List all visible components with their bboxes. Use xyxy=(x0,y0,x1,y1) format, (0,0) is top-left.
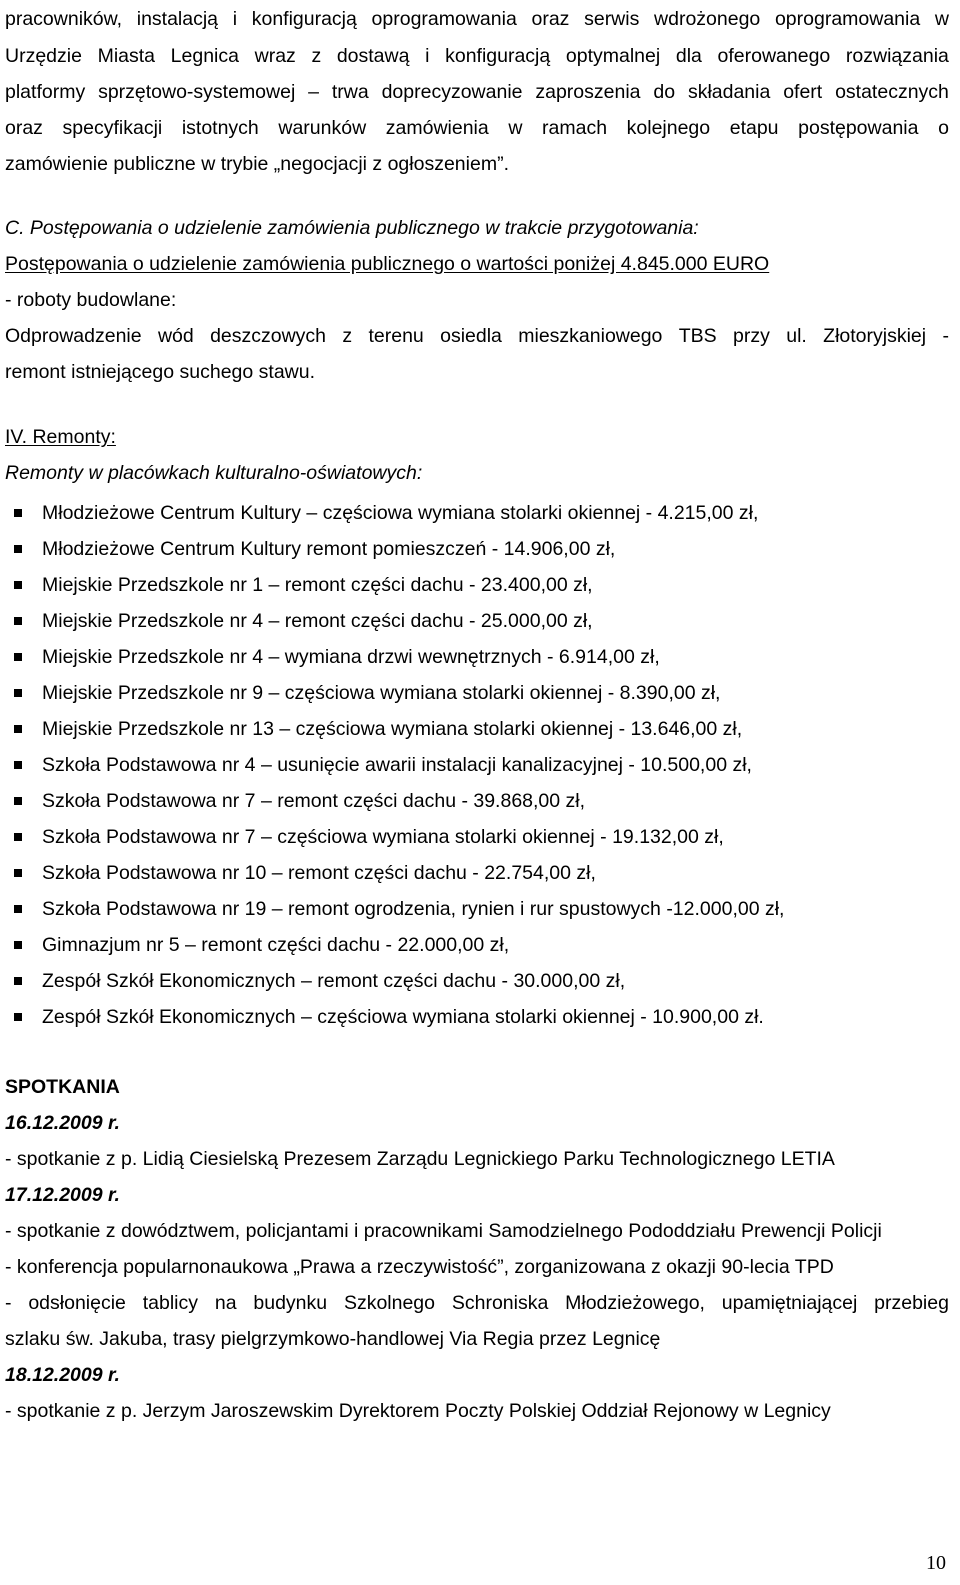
bullet-icon xyxy=(14,869,22,877)
meeting-item: - spotkanie z p. Lidią Ciesielską Prezesem Zarządu Legnickiego Parku Technologicznego LETIA xyxy=(5,1148,835,1170)
section-c-item-line-1: Odprowadzenie wód deszczowych z terenu osiedla mieszkaniowego TBS przy ul. Złotoryjskiej - xyxy=(5,325,949,347)
bullet-icon xyxy=(14,977,22,985)
bullet-icon xyxy=(14,653,22,661)
list-item: Zespół Szkół Ekonomicznych – remont części dachu - 30.000,00 zł, xyxy=(42,970,626,992)
section-c-subheading: Postępowania o udzielenie zamówienia publicznego o wartości poniżej 4.845.000 EURO xyxy=(5,253,770,275)
bullet-icon xyxy=(14,581,22,589)
bullet-icon xyxy=(14,941,22,949)
meeting-item: - konferencja popularnonaukowa „Prawa a rzeczywistość”, zorganizowana z okazji 90-lecia TPD xyxy=(5,1256,834,1278)
list-item: Szkoła Podstawowa nr 7 – remont części dachu - 39.868,00 zł, xyxy=(42,790,586,812)
list-item: Miejskie Przedszkole nr 4 – remont części dachu - 25.000,00 zł, xyxy=(42,610,593,632)
bullet-icon xyxy=(14,761,22,769)
intro-line-2: Urzędzie Miasta Legnica wraz z dostawą i konfiguracją optymalnej dla oferowanego rozwiązania xyxy=(5,45,949,67)
section-c-heading: C. Postępowania o udzielenie zamówienia publicznego w trakcie przygotowania: xyxy=(5,217,699,239)
list-item: Szkoła Podstawowa nr 4 – usunięcie awarii instalacji kanalizacyjnej - 10.500,00 zł, xyxy=(42,754,752,776)
list-item: Młodzieżowe Centrum Kultury – częściowa wymiana stolarki okiennej - 4.215,00 zł, xyxy=(42,502,759,524)
meeting-item: - spotkanie z p. Jerzym Jaroszewskim Dyrektorem Poczty Polskiej Oddział Rejonowy w Legnicy xyxy=(5,1400,831,1422)
list-item: Miejskie Przedszkole nr 1 – remont części dachu - 23.400,00 zł, xyxy=(42,574,593,596)
list-item: Gimnazjum nr 5 – remont części dachu - 22.000,00 zł, xyxy=(42,934,510,956)
list-item: Miejskie Przedszkole nr 9 – częściowa wymiana stolarki okiennej - 8.390,00 zł, xyxy=(42,682,721,704)
meeting-item: - spotkanie z dowództwem, policjantami i pracownikami Samodzielnego Pododdziału Prewencji Policji xyxy=(5,1220,882,1242)
bullet-icon xyxy=(14,833,22,841)
section-iv-heading: IV. Remonty: xyxy=(5,426,116,448)
intro-line-5: zamówienie publiczne w trybie „negocjacji z ogłoszeniem”. xyxy=(5,153,509,175)
bullet-icon xyxy=(14,1013,22,1021)
bullet-icon xyxy=(14,545,22,553)
section-c-category: - roboty budowlane: xyxy=(5,289,177,311)
section-c-item-line-2: remont istniejącego suchego stawu. xyxy=(5,361,316,383)
meeting-item-line-1: - odsłonięcie tablicy na budynku Szkolnego Schroniska Młodzieżowego, upamiętniającej przebieg xyxy=(5,1292,949,1314)
meeting-item-line-2: szlaku św. Jakuba, trasy pielgrzymkowo-handlowej Via Regia przez Legnicę xyxy=(5,1328,661,1350)
date-heading: 16.12.2009 r. xyxy=(5,1112,120,1134)
list-item: Szkoła Podstawowa nr 7 – częściowa wymiana stolarki okiennej - 19.132,00 zł, xyxy=(42,826,724,848)
section-iv-subheading: Remonty w placówkach kulturalno-oświatowych: xyxy=(5,462,423,484)
intro-line-1: pracowników, instalacją i konfiguracją oprogramowania oraz serwis wdrożonego oprogramowania w xyxy=(5,8,949,30)
list-item: Szkoła Podstawowa nr 19 – remont ogrodzenia, rynien i rur spustowych -12.000,00 zł, xyxy=(42,898,785,920)
list-item: Miejskie Przedszkole nr 4 – wymiana drzwi wewnętrznych - 6.914,00 zł, xyxy=(42,646,660,668)
bullet-icon xyxy=(14,617,22,625)
list-item: Szkoła Podstawowa nr 10 – remont części dachu - 22.754,00 zł, xyxy=(42,862,596,884)
bullet-icon xyxy=(14,689,22,697)
date-heading: 18.12.2009 r. xyxy=(5,1364,120,1386)
spotkania-heading: SPOTKANIA xyxy=(5,1076,120,1098)
date-heading: 17.12.2009 r. xyxy=(5,1184,120,1206)
list-item: Młodzieżowe Centrum Kultury remont pomieszczeń - 14.906,00 zł, xyxy=(42,538,616,560)
intro-line-4: oraz specyfikacji istotnych warunków zamówienia w ramach kolejnego etapu postępowania o xyxy=(5,117,949,139)
bullet-icon xyxy=(14,509,22,517)
bullet-icon xyxy=(14,725,22,733)
intro-line-3: platformy sprzętowo-systemowej – trwa doprecyzowanie zaproszenia do składania ofert ostatecznych xyxy=(5,81,949,103)
page-number: 10 xyxy=(926,1552,946,1574)
bullet-icon xyxy=(14,905,22,913)
bullet-icon xyxy=(14,797,22,805)
list-item: Zespół Szkół Ekonomicznych – częściowa wymiana stolarki okiennej - 10.900,00 zł. xyxy=(42,1006,764,1028)
list-item: Miejskie Przedszkole nr 13 – częściowa wymiana stolarki okiennej - 13.646,00 zł, xyxy=(42,718,743,740)
